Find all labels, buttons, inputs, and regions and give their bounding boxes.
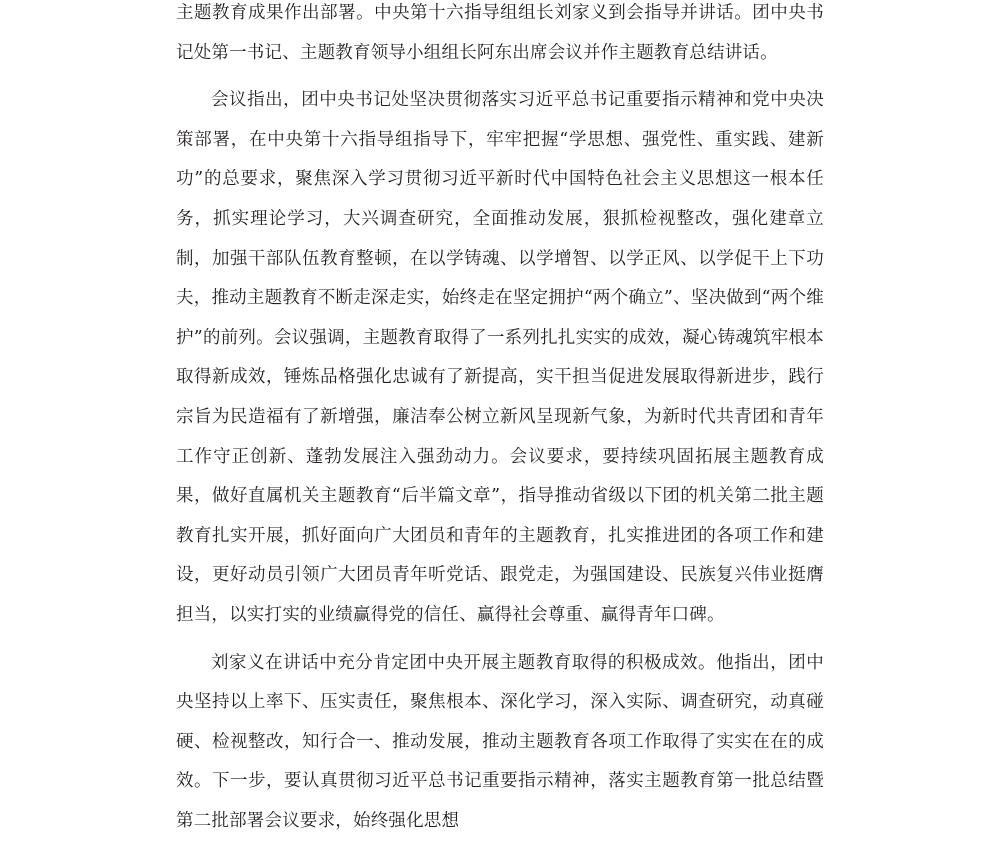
paragraph-2: 会议指出，团中央书记处坚决贯彻落实习近平总书记重要指示精神和党中央决策部署，在中央第十六指导组指导下，牢牢把握“学思想、强党性、重实践、建新功”的总要求，聚焦深入学习贯彻习近平新时代中国特色社会主义思想这一根本任务，抓实理论学习，大兴调查研究，全面推动发展，狠抓检视整改，强化建章立制，加强干部队伍教育整顿，在以学铸魂、以学增智、以学正风、以学促干上下功夫，推动主题教育不断走深走实，始终走在坚定拥护“两个确立”、坚决做到“两个维护”的前列。会议强调，主题教育取得了一系列扎扎实实的成效，凝心铸魂筑牢根本取得新成效，锤炼品格强化忠诚有了新提高，实干担当促进发展取得新进步，践行宗旨为民造福有了新增强，廉洁奉公树立新风呈现新气象，为新时代共青团和青年工作守正创新、蓬勃发展注入强劲动力。会议要求，要持续巩固拓展主题教育成果，做好直属机关主题教育“后半篇文章”，指导推动省级以下团的机关第二批主题教育扎实开展，抓好面向广大团员和青年的主题教育，扎实推进团的各项工作和建设，更好动员引领广大团员青年听党话、跟党走，为强国建设、民族复兴伟业挺膺担当，以实打实的业绩赢得党的信任、赢得社会尊重、赢得青年口碑。 (176, 81, 824, 635)
article-body (176, 0, 824, 841)
paragraph-3: 刘家义在讲话中充分肯定团中央开展主题教育取得的积极成效。他指出，团中央坚持以上率下、压实责任，聚焦根本、深化学习，深入实际、调查研究，动真碰硬、检视整改，知行合一、推动发展，推动主题教育各项工作取得了实实在在的成效。下一步，要认真贯彻习近平总书记重要指示精神，落实主题教育第一批总结暨第二批部署会议要求，始终强化思想 (176, 644, 824, 841)
paragraph-1: 主题教育成果作出部署。中央第十六指导组组长刘家义到会指导并讲话。团中央书记处第一书记、主题教育领导小组组长阿东出席会议并作主题教育总结讲话。 (176, 0, 824, 73)
